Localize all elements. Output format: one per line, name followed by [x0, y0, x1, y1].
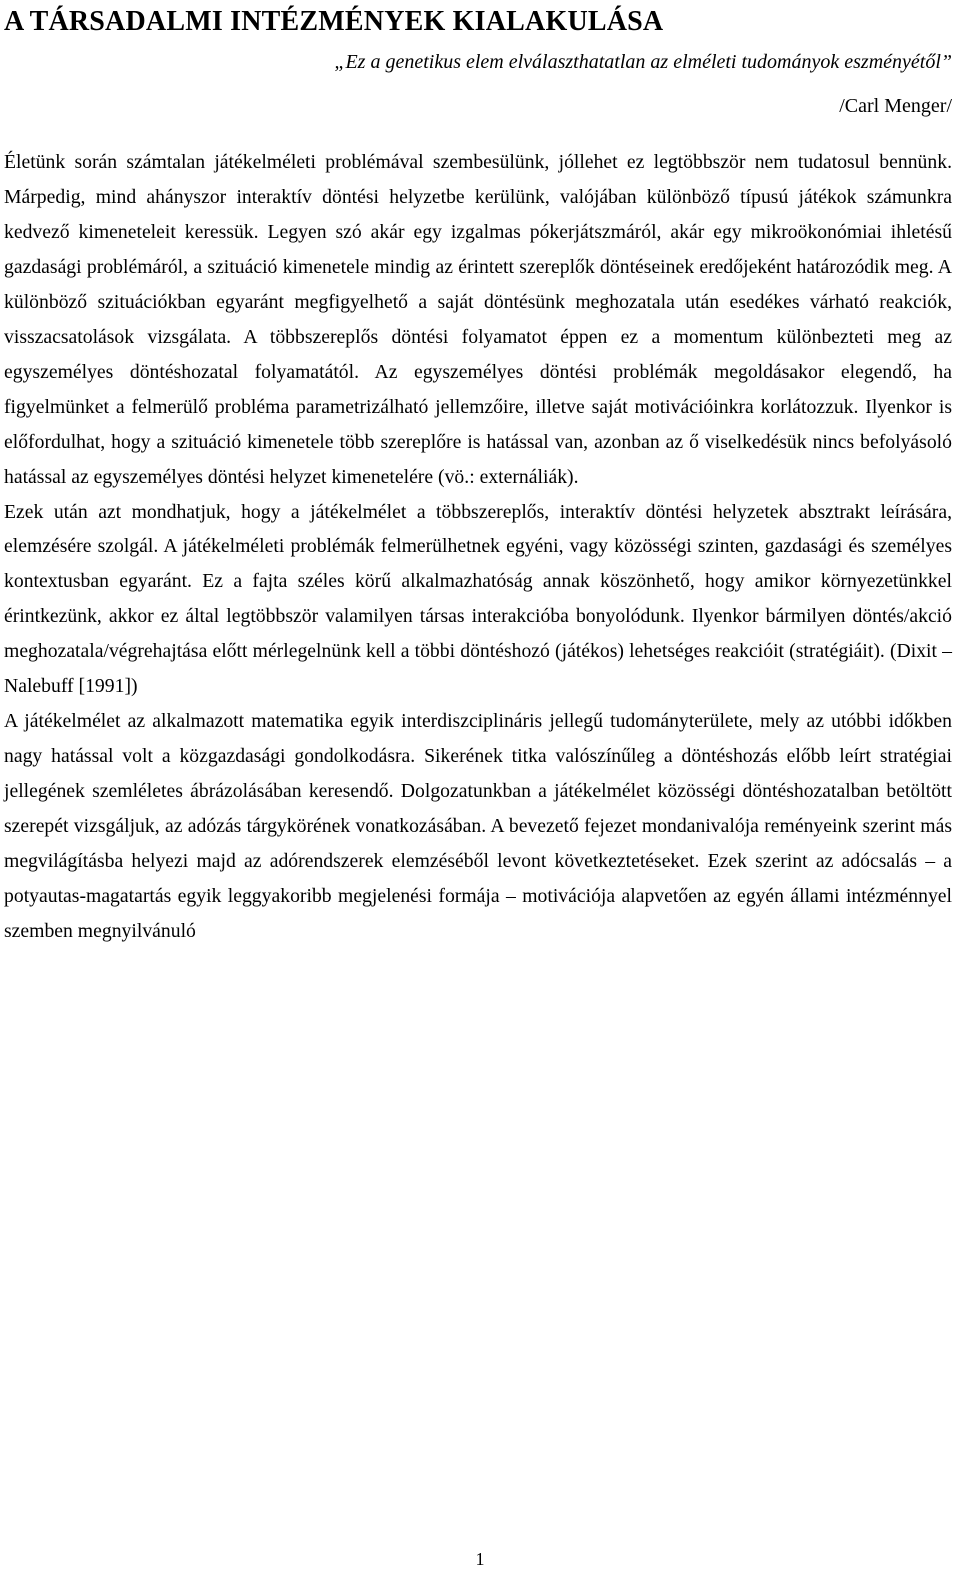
body-text	[4, 145, 952, 949]
epigraph-quote: „Ez a genetikus elem elválaszthatatlan az elméleti tudományok eszményétől”	[334, 51, 952, 73]
epigraph	[4, 50, 952, 118]
epigraph-author: /Carl Menger/	[839, 95, 952, 117]
document-page	[4, 0, 952, 949]
page-number: 1	[475, 1549, 485, 1569]
paragraph: Ezek után azt mondhatjuk, hogy a játékelmélet a többszereplős, interaktív döntési helyzetek absztrakt leírására, elemzésére szolgál. A játékelméleti problémák felmerülhetnek egyéni, vagy közösségi szinten, gazdasági és személyes kontextusban egyaránt. Ez a fajta széles körű alkalmazhatóság annak köszönhető, hogy amikor környezetünkkel érintkezünk, akkor ez által legtöbbször valamilyen társas interakcióba bonyolódunk. Ilyenkor bármilyen döntés/akció meghozatala/végrehajtása előtt mérlegelnünk kell a többi döntéshozó (játékos) lehetséges reakcióit (stratégiáit). (Dixit – Nalebuff [1991])	[4, 500, 952, 698]
document-title: A TÁRSADALMI INTÉZMÉNYEK KIALAKULÁSA	[4, 6, 664, 37]
paragraph: Életünk során számtalan játékelméleti problémával szembesülünk, jóllehet ez legtöbbször nem tudatosul bennünk. Márpedig, mind ahányszor interaktív döntési helyzetbe kerülünk, valójában különböző típusú játékok számunkra kedvező kimeneteleit keressük. Legyen szó akár egy izgalmas pókerjátszmáról, akár egy mikroökonómiai ihletésű gazdasági problémáról, a szituáció kimenetele mindig az érintett szereplők döntéseinek eredőjeként határozódik meg. A különböző szituációkban egyaránt megfigyelhető a saját döntésünk meghozatala után esedékes várható reakciók, visszacsatolások vizsgálata. A többszereplős döntési folyamatot éppen ez a momentum különbezteti meg az egyszemélyes döntéshozatal folyamatától. Az egyszemélyes döntési problémák megoldásakor elegendő, ha figyelmünket a felmerülő probléma parametrizálható jellemzőire, illetve saját motivációinkra korlátozzuk. Ilyenkor is előfordulhat, hogy a szituáció kimenetele több szereplőre is hatással van, azonban az ő viselkedésük nincs befolyásoló hatással az egyszemélyes döntési helyzet kimenetelére (vö.: externáliák).	[4, 151, 952, 488]
paragraph: A játékelmélet az alkalmazott matematika egyik interdiszciplináris jellegű tudományterülete, mely az utóbbi időkben nagy hatással volt a közgazdasági gondolkodásra. Sikerének titka valószínűleg a döntéshozás előbb leírt stratégiai jellegének szemléletes ábrázolásában keresendő. Dolgozatunkban a játékelmélet közösségi döntéshozatalban betöltött szerepét vizsgáljuk, az adózás tárgykörének vonatkozásában. A bevezető fejezet mondanivalója reményeink szerint más megvilágításba helyezi majd az adórendszerek elemzéséből levont következtetéseket. Ezek szerint az adócsalás – a potyautas-magatartás egyik leggyakoribb megjelenési formája – motivációja alapvetően az egyén állami intézménnyel szemben megnyilvánuló	[4, 710, 952, 942]
